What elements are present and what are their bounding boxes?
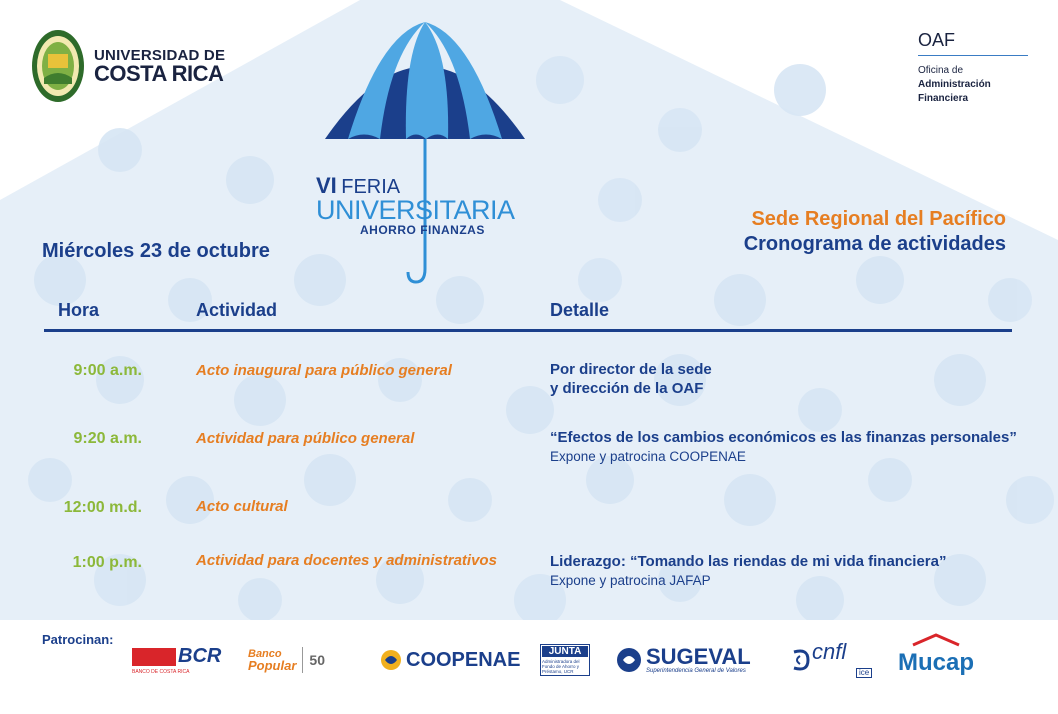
ucr-name-line2: COSTA RICA: [94, 60, 224, 86]
column-header-hora: Hora: [58, 300, 100, 320]
sponsors-label: Patrocinan:: [42, 632, 114, 647]
mucap-roof-icon: [905, 633, 967, 647]
coopenae-logo-text: COOPENAE: [406, 648, 521, 671]
feria-univers: UNIVERS: [316, 195, 433, 225]
sponsor-cnfl: [790, 640, 872, 680]
ucr-name: [94, 48, 225, 85]
row-4-detalle-line1: Liderazgo: “Tomando las riendas de mi vida financiera”: [550, 553, 947, 570]
umbrella-icon: [320, 14, 530, 289]
cnfl-swirl-icon: [790, 648, 812, 672]
bcr-logo-text: BCR: [178, 645, 222, 667]
row-4-hora: 1:00 p.m.: [72, 554, 142, 571]
feria-vi: VI: [316, 173, 337, 198]
junta-sub: Administradora del Fondo de Ahorro y Préstamo, UCR: [542, 659, 580, 674]
sponsor-sugeval: [616, 640, 751, 680]
sponsor-junta: [540, 640, 590, 680]
column-header-detalle: Detalle: [550, 300, 610, 320]
ucr-logo: [30, 28, 225, 104]
bcr-sub: BANCO DE COSTA RICA: [132, 669, 190, 675]
row-1-hora: 9:00 a.m.: [73, 362, 142, 379]
row-2-detalle: [550, 428, 1017, 466]
oaf-line1: Oficina de: [918, 65, 964, 76]
event-date: Miércoles 23 de octubre: [42, 240, 270, 262]
popular-divider: [302, 647, 303, 673]
row-2-actividad: Actividad para público general: [196, 430, 415, 447]
row-2-detalle-line1: “Efectos de los cambios económicos es las finanzas personales”: [550, 429, 1017, 446]
row-4-detalle-line2: Expone y patrocina JAFAP: [550, 573, 711, 588]
row-2-hora: 9:20 a.m.: [73, 430, 142, 447]
coopenae-swirl-icon: [380, 649, 402, 671]
popular-years: 50: [309, 652, 325, 668]
sugeval-circle-icon: [616, 647, 642, 673]
cronograma-title: Cronograma de actividades: [743, 233, 1006, 255]
sugeval-logo-text: SUGEVAL: [646, 644, 751, 669]
sponsor-bcr: [132, 640, 221, 680]
popular-line2: Popular: [248, 658, 297, 673]
sponsor-coopenae: [380, 640, 520, 680]
row-1-detalle: [550, 360, 712, 398]
bcr-stripe-icon: [132, 648, 176, 666]
column-header-actividad: Actividad: [196, 300, 278, 320]
cnfl-sub: ice: [856, 668, 872, 678]
row-2-detalle-line2: Expone y patrocina COOPENAE: [550, 449, 746, 464]
row-1-detalle-line1: Por director de la sede: [550, 361, 712, 378]
row-1-detalle-line2: y dirección de la OAF: [550, 380, 704, 397]
feria-title: [316, 173, 515, 237]
row-4-detalle: [550, 552, 946, 590]
feria-ahorro: AHORRO: [360, 223, 417, 237]
oaf-divider: [918, 55, 1028, 56]
cnfl-logo-text: cnfl: [812, 639, 847, 664]
feria-word: FERIA: [341, 176, 401, 198]
mucap-logo-text: Mucap: [898, 649, 975, 676]
sponsor-banco-popular: [248, 640, 325, 680]
sede-name: Sede Regional del Pacífico: [751, 208, 1006, 230]
oaf-line3: Financiera: [918, 93, 969, 104]
sponsor-mucap: [898, 634, 974, 674]
oaf-title: OAF: [918, 30, 956, 50]
ucr-seal-icon: [30, 28, 86, 104]
feria-finanzas: FINANZAS: [420, 223, 485, 237]
row-3-actividad: Acto cultural: [196, 498, 288, 515]
sede-block: [744, 208, 1006, 256]
sugeval-sub: Superintendencia General de Valores: [646, 668, 746, 674]
header-rule: [44, 329, 1012, 332]
row-1-actividad: Acto inaugural para público general: [196, 362, 452, 379]
row-4-actividad: Actividad para docentes y administrativos: [196, 552, 497, 569]
ucr-name-line1: UNIVERSIDAD DE: [94, 46, 226, 64]
oaf-line2: Administración: [918, 79, 991, 90]
oaf-logo: [918, 30, 1028, 106]
popular-line1: Banco: [248, 648, 282, 660]
row-3-hora: 12:00 m.d.: [63, 499, 142, 516]
junta-logo-text: JUNTA: [542, 646, 588, 657]
feria-itaria: ITARIA: [432, 195, 515, 225]
